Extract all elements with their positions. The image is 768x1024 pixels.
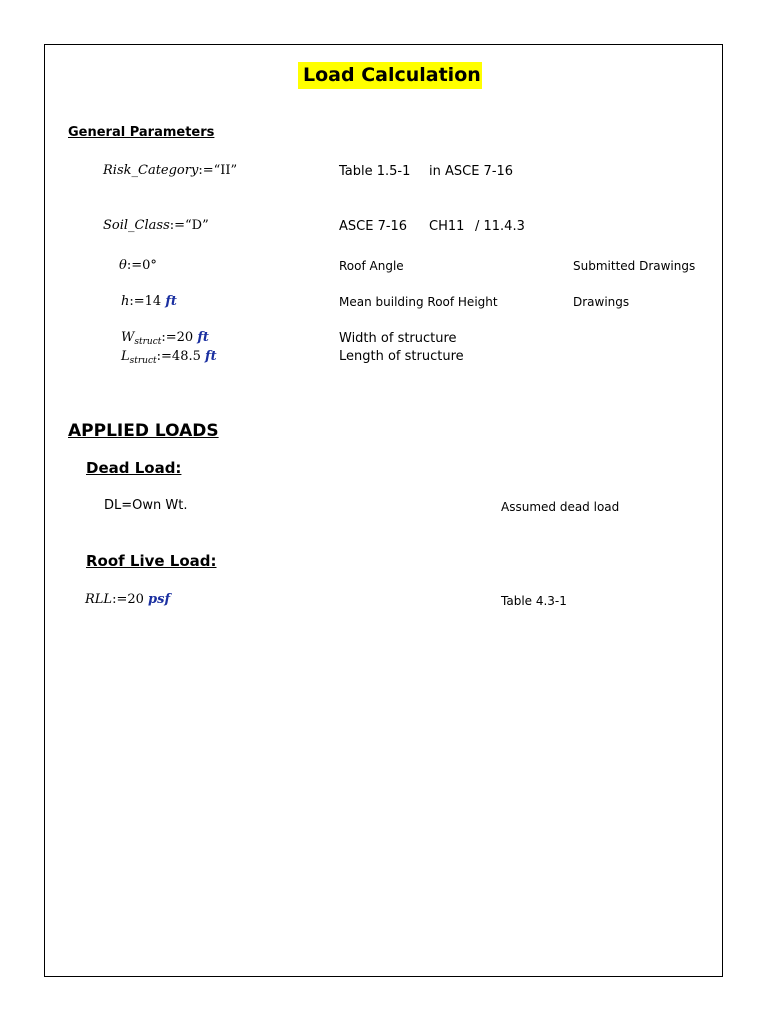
height-op: := [129, 294, 145, 309]
height-desc: Mean building Roof Height [339, 295, 498, 309]
height-value: 14 [144, 294, 162, 309]
roof-live-load-var: RLL [85, 592, 113, 607]
height-expression [121, 294, 177, 309]
roof-live-load-unit: psf [148, 592, 171, 607]
height-source: Drawings [573, 295, 630, 309]
soil-class-value: “D” [185, 218, 209, 233]
width-var: W [121, 330, 135, 345]
soil-class-ref3: / 11.4.3 [475, 219, 525, 234]
width-value: 20 [176, 330, 194, 345]
roof-angle-expression [119, 258, 157, 273]
soil-class-expression [103, 218, 209, 233]
risk-category-value: “II” [213, 163, 238, 178]
soil-class-var: Soil_Class [103, 218, 170, 233]
soil-class-ref1: ASCE 7-16 [339, 219, 408, 234]
length-value: 48.5 [171, 349, 201, 364]
width-unit: ft [197, 330, 209, 345]
length-expression [121, 349, 217, 366]
roof-angle-value: 0° [142, 258, 157, 273]
length-unit: ft [205, 349, 217, 364]
dead-load-text: DL=Own Wt. [104, 498, 188, 513]
risk-category-var: Risk_Category [103, 163, 199, 178]
risk-category-ref1: Table 1.5-1 [339, 164, 411, 179]
roof-angle-var: θ [119, 258, 127, 273]
height-unit: ft [165, 294, 177, 309]
width-op: := [161, 330, 177, 345]
width-subscript: struct [134, 337, 162, 347]
roof-live-load-value: 20 [127, 592, 144, 607]
risk-category-op: := [198, 163, 214, 178]
dead-load-note: Assumed dead load [501, 500, 620, 514]
risk-category-ref2: in ASCE 7-16 [429, 164, 514, 179]
roof-angle-desc: Roof Angle [339, 259, 404, 273]
width-expression [121, 330, 209, 347]
length-desc: Length of structure [339, 349, 464, 364]
roof-live-load-note: Table 4.3-1 [501, 594, 567, 608]
height-var: h [121, 294, 130, 309]
roof-live-load-heading: Roof Live Load: [86, 552, 217, 570]
general-parameters-heading: General Parameters [68, 125, 215, 140]
page-title: Load Calculation [298, 62, 482, 89]
roof-angle-source: Submitted Drawings [573, 259, 696, 273]
roof-live-load-op: := [112, 592, 128, 607]
width-desc: Width of structure [339, 331, 457, 346]
length-op: := [156, 349, 172, 364]
roof-angle-op: := [126, 258, 143, 273]
soil-class-ref2: CH11 [429, 219, 465, 234]
roof-live-load-expression [85, 592, 170, 607]
risk-category-expression [103, 163, 237, 178]
length-subscript: struct [129, 356, 157, 366]
applied-loads-heading: APPLIED LOADS [68, 421, 219, 441]
length-var: L [121, 349, 130, 364]
soil-class-op: := [169, 218, 186, 233]
dead-load-heading: Dead Load: [86, 459, 182, 477]
